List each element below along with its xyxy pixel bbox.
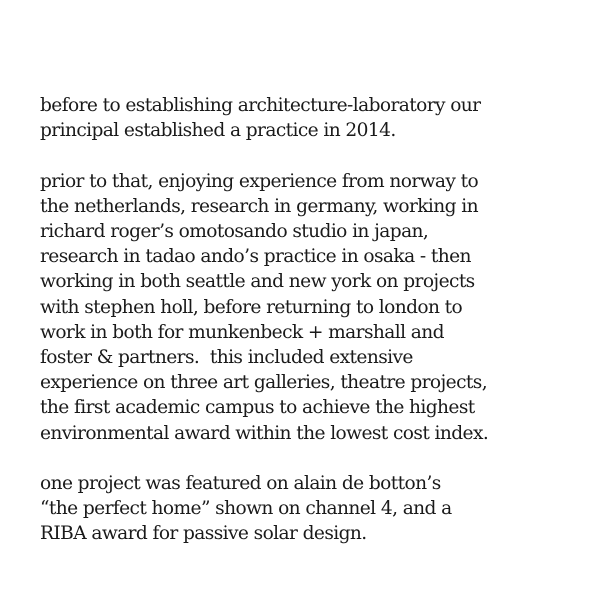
paragraph-practice-founding xyxy=(40,93,596,143)
text-line: “the perfect home” shown on channel 4, and a xyxy=(40,498,452,520)
text-line: RIBA award for passive solar design. xyxy=(40,523,367,545)
text-line: environmental award within the lowest cost index. xyxy=(40,422,489,444)
text-line: prior to that, enjoying experience from norway to xyxy=(40,170,479,192)
paragraph-prior-experience xyxy=(40,169,596,446)
text-line: experience on three art galleries, theatre projects, xyxy=(40,372,488,394)
text-line: principal established a practice in 2014. xyxy=(40,120,396,142)
text-line: working in both seattle and new york on projects xyxy=(40,271,475,293)
text-line: with stephen holl, before returning to london to xyxy=(40,296,463,318)
text-line: foster & partners. this included extensive xyxy=(40,347,413,369)
about-text xyxy=(40,93,596,572)
text-line: before to establishing architecture-laboratory our xyxy=(40,95,481,116)
text-line: one project was featured on alain de botton’s xyxy=(40,473,441,495)
text-line: the netherlands, research in germany, working in xyxy=(40,195,478,217)
text-line: research in tadao ando’s practice in osaka - then xyxy=(40,246,471,268)
paragraph-recognition xyxy=(40,471,596,547)
text-line: richard roger’s omotosando studio in japan, xyxy=(40,221,429,242)
text-line: work in both for munkenbeck + marshall and xyxy=(40,321,444,343)
text-line: the first academic campus to achieve the highest xyxy=(40,397,475,419)
